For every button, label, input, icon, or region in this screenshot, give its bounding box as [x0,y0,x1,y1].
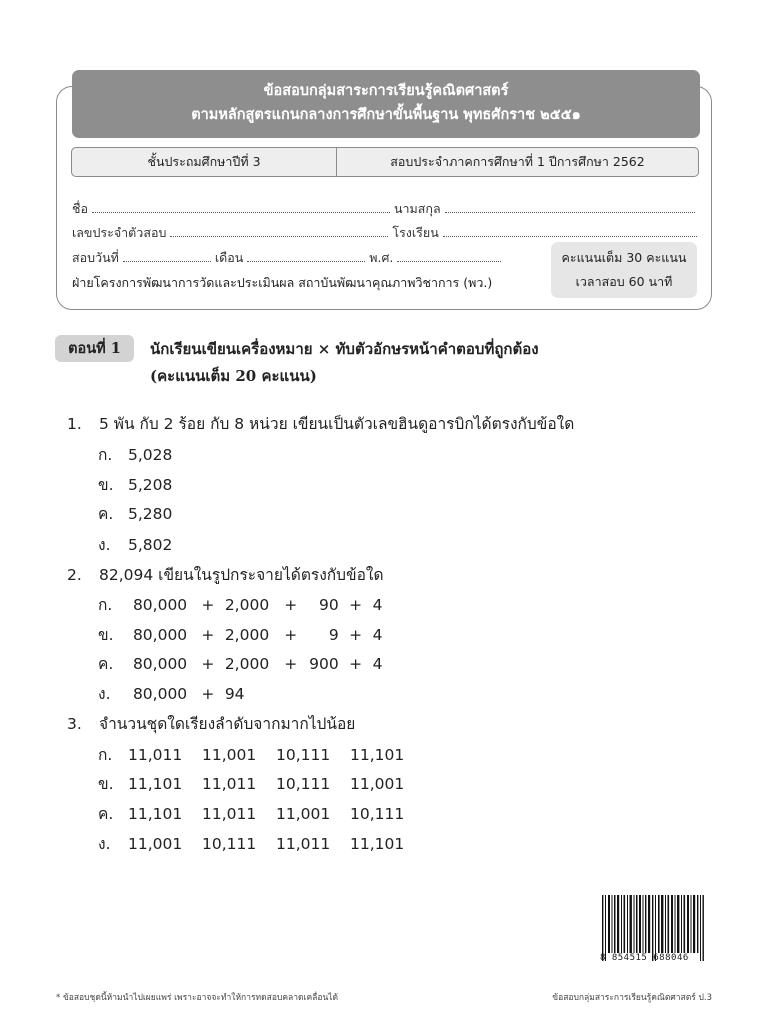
option-label: ก. [98,596,113,614]
option-expression [133,685,245,703]
exam-duration: เวลาสอบ 60 นาที [575,274,673,289]
value: 11,001 [202,746,257,764]
footer-subject: ข้อสอบกลุ่มสาระการเรียนรู้คณิตศาสตร์ ป.3 [552,993,712,1003]
term: + [201,685,215,703]
term: 80,000 [132,596,188,614]
month-blank[interactable] [247,250,365,262]
option-2d[interactable] [98,681,245,706]
instruction-score: (คะแนนเต็ม 20 คะแนน) [150,367,317,385]
month-label: เดือน [214,250,244,265]
day-blank[interactable] [123,250,211,262]
value: 11,101 [128,775,183,793]
option-label: ข. [98,775,114,793]
option-3d[interactable] [98,831,424,856]
option-text: 5,280 [128,505,173,523]
exam-date-label: สอบวันที่ [72,250,119,265]
question-text: 5 พัน กับ 2 ร้อย กับ 8 หน่วย เขียนเป็นตัวเลขฮินดูอารบิกได้ตรงกับข้อใด [99,415,575,433]
year-label: พ.ศ. [369,250,394,265]
option-expression [133,596,383,614]
term: 4 [372,596,383,614]
option-label: ค. [98,505,114,523]
curriculum-title: ตามหลักสูตรแกนกลางการศึกษาขั้นพื้นฐาน พุทธศักราช ๒๕๕๑ [191,106,581,123]
student-id-label: เลขประจำตัวสอบ [72,225,167,240]
value: 11,001 [128,835,183,853]
term: + [349,626,363,644]
option-expression [133,655,383,673]
option-3c[interactable] [98,801,424,826]
term: 2,000 [224,596,270,614]
value: 11,001 [276,805,331,823]
term: 90 [318,596,339,614]
option-label: ข. [98,626,114,644]
option-label: ง. [98,685,111,703]
question-number: 1. [67,415,82,433]
value: 11,011 [202,775,257,793]
option-expression [133,626,383,644]
term: 80,000 [132,626,188,644]
name-blank[interactable] [92,201,390,213]
term: + [284,655,298,673]
question-3 [67,711,355,736]
term: + [201,596,215,614]
option-label: ง. [98,536,111,554]
option-1c[interactable] [98,501,172,526]
value: 11,011 [276,835,331,853]
year-blank[interactable] [397,250,501,262]
name-label: ชื่อ [72,201,88,216]
term: 4 [372,655,383,673]
value: 11,011 [128,746,183,764]
id-row [72,223,697,243]
term: 80,000 [132,655,188,673]
question-1 [67,411,574,436]
option-2a[interactable] [98,592,382,617]
term: + [284,626,298,644]
part-label: ตอนที่ 1 [55,335,134,362]
part-instructions [150,336,539,390]
term: 900 [309,655,339,673]
option-label: ข. [98,476,114,494]
term: + [349,596,363,614]
barcode [598,895,720,961]
value: 10,111 [276,775,331,793]
value: 11,101 [128,805,183,823]
school-label: โรงเรียน [392,225,439,240]
question-2 [67,562,384,587]
term: 4 [372,626,383,644]
barcode-number: 8 854515 688046 [600,953,689,963]
option-3b[interactable] [98,771,424,796]
surname-blank[interactable] [445,201,695,213]
surname-label: นามสกุล [393,201,441,216]
term: + [349,655,363,673]
name-row [72,199,695,219]
option-2c[interactable] [98,651,382,676]
student-id-blank[interactable] [170,225,388,237]
term: 9 [328,626,339,644]
value: 11,101 [350,835,405,853]
value: 10,111 [202,835,257,853]
option-text: 5,028 [128,446,173,464]
option-text: 5,208 [128,476,173,494]
instruction-text: นักเรียนเขียนเครื่องหมาย × ทับตัวอักษรหน้าคำตอบที่ถูกต้อง [150,340,539,358]
term: 2,000 [224,626,270,644]
term: + [201,655,215,673]
term: 94 [224,685,245,703]
score-box [551,242,697,298]
option-1d[interactable] [98,532,172,557]
term: 2,000 [224,655,270,673]
value: 11,011 [202,805,257,823]
grade-level: ชั้นประถมศึกษาปีที่ 3 [72,148,337,176]
term: + [284,596,298,614]
question-text: จำนวนชุดใดเรียงลำดับจากมากไปน้อย [99,715,356,733]
option-label: ค. [98,805,114,823]
option-label: ก. [98,746,113,764]
option-1a[interactable] [98,442,172,467]
value: 11,001 [350,775,405,793]
value: 10,111 [276,746,331,764]
option-label: ค. [98,655,114,673]
option-text: 5,802 [128,536,173,554]
option-2b[interactable] [98,622,382,647]
exam-title: ข้อสอบกลุ่มสาระการเรียนรู้คณิตศาสตร์ [263,82,509,99]
title-banner [72,70,700,138]
question-number: 3. [67,715,82,733]
footer-disclaimer: * ข้อสอบชุดนี้ห้ามนำไปเผยแพร่ เพราะอาจจะทำให้การทดสอบคลาดเคลื่อนได้ [56,993,339,1003]
school-blank[interactable] [443,225,697,237]
question-number: 2. [67,566,82,584]
info-bar [71,147,699,177]
organization: ฝ่ายโครงการพัฒนาการวัดและประเมินผล สถาบันพัฒนาคุณภาพวิชาการ (พว.) [72,275,493,290]
full-score: คะแนนเต็ม 30 คะแนน [561,250,687,265]
question-text: 82,094 เขียนในรูปกระจายได้ตรงกับข้อใด [99,566,384,584]
option-1b[interactable] [98,472,172,497]
date-row [72,248,501,268]
term: 80,000 [132,685,188,703]
option-label: ก. [98,446,113,464]
value: 10,111 [350,805,405,823]
option-3a[interactable] [98,742,424,767]
term: + [201,626,215,644]
value: 11,101 [350,746,405,764]
option-label: ง. [98,835,111,853]
semester-info: สอบประจำภาคการศึกษาที่ 1 ปีการศึกษา 2562 [390,154,645,169]
